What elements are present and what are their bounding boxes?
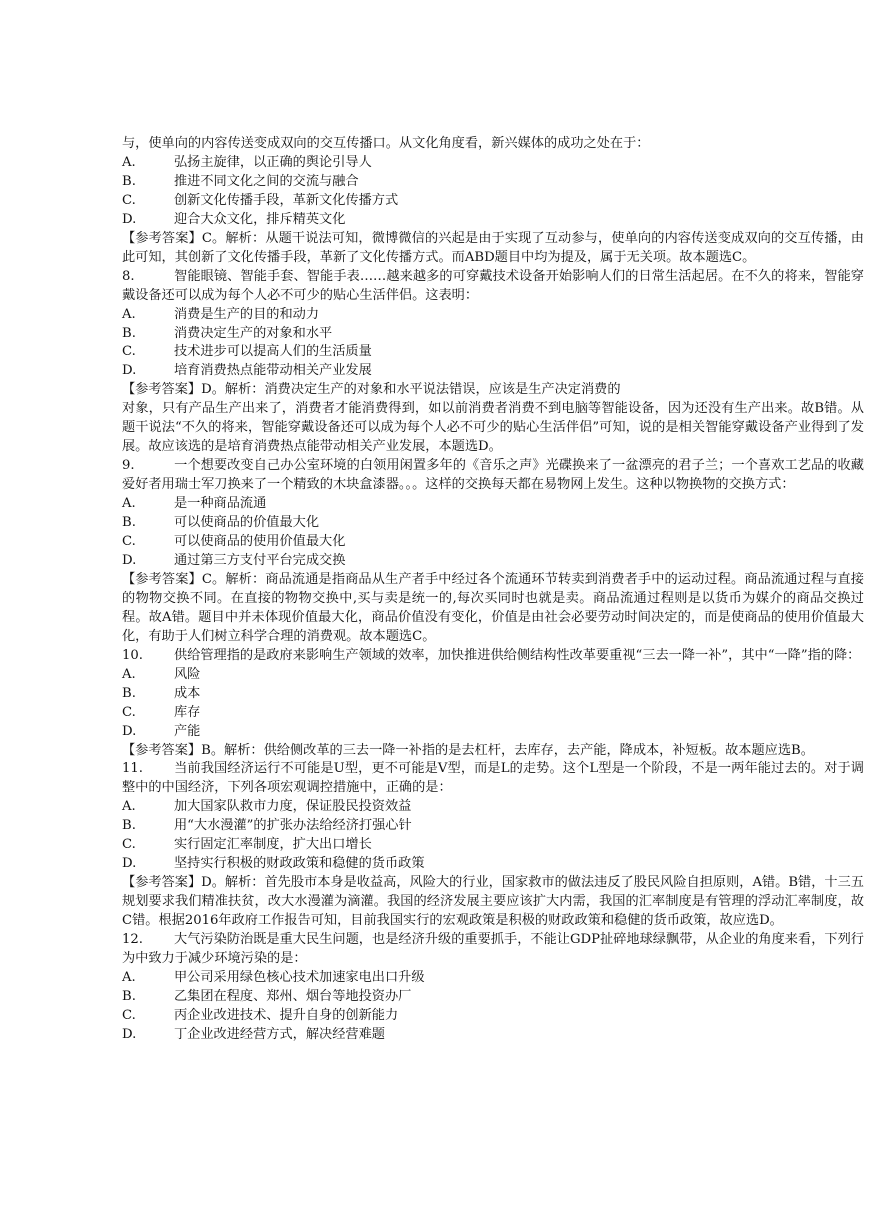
option-a <box>122 495 864 514</box>
option-text: 迎合大众文化，排斥精英文化 <box>174 211 346 227</box>
option-text: 推进不同文化之间的交流与融合 <box>174 173 359 189</box>
option-letter: D. <box>122 856 137 872</box>
question-8 <box>122 268 864 306</box>
option-letter: C. <box>122 344 136 360</box>
option-text: 坚持实行积极的财政政策和稳健的货币政策 <box>174 856 425 872</box>
option-letter: A. <box>122 969 136 985</box>
option-letter: A. <box>122 666 136 682</box>
option-text: 用“大水漫灌”的扩张办法给经济打强心针 <box>174 818 412 834</box>
answer-explanation: 【参考答案】B。解析：供给侧改革的三去一降一补指的是去杠杆，去库存，去产能，降成本，补短板。故本题应选B。 <box>122 742 814 758</box>
question-stem: 智能眼镜、智能手套、智能手表……越来越多的可穿戴技术设备开始影响人们的日常生活起居。在不久的将来，智能穿戴设备还可以成为每个人必不可少的贴心生活伴侣。这表明： <box>122 268 864 303</box>
option-letter: B. <box>122 173 136 189</box>
option-d <box>122 211 864 230</box>
option-b <box>122 988 864 1007</box>
option-letter: C. <box>122 534 136 550</box>
option-text: 丙企业改进技术、提升自身的创新能力 <box>174 1007 399 1023</box>
option-b <box>122 514 864 533</box>
option-letter: D. <box>122 723 137 739</box>
answer-explanation: 【参考答案】D。解析：首先股市本身是收益高，风险大的行业，国家救市的做法违反了股民风险自担原则，A错。B错，十三五规划要求我们精准扶贫，改大水漫灌为滴灌。我国的经济发展主要应该扩大内需，我国的汇率制度是有管理的浮动汇率制度，故C错。根据2016年政府工作报告可知，目前我国实行的宏观政策是积极的财政政策和稳健的货币政策，故应选D。 <box>122 875 864 929</box>
option-d <box>122 855 864 874</box>
option-d <box>122 552 864 571</box>
question-9 <box>122 457 864 495</box>
answer-explanation: 【参考答案】C。解析：从题干说法可知，微博微信的兴起是由于实现了互动参与，使单向的内容传送变成双向的交互传播，由此可知，其创新了文化传播手段，革新了文化传播方式。而ABD题目中均为提及，属于无关项。故本题选C。 <box>122 230 864 265</box>
option-letter: A. <box>122 799 136 815</box>
question-number: 8. <box>122 268 135 284</box>
option-letter: C. <box>122 1007 136 1023</box>
answer-explanation-first-line: 【参考答案】D。解析：消费决定生产的对象和水平说法错误，应该是生产决定消费的 <box>122 382 621 398</box>
option-a <box>122 154 864 173</box>
question-stem: 一个想要改变自己办公室环境的白领用闲置多年的《音乐之声》光碟换来了一盆漂亮的君子兰；一个喜欢工艺品的收藏爱好者用瑞士军刀换来了一个精致的木块盒漆器。。。这样的交换每天都在易物网上发生。这种以物换物的交换方式： <box>122 458 864 493</box>
question-12 <box>122 931 864 969</box>
option-text: 可以使商品的价值最大化 <box>174 515 320 531</box>
option-letter: D. <box>122 211 137 227</box>
option-letter: B. <box>122 988 136 1004</box>
option-text: 是一种商品流通 <box>174 496 267 512</box>
option-text: 成本 <box>174 685 201 701</box>
option-letter: A. <box>122 496 136 512</box>
option-text: 丁企业改进经营方式，解决经营难题 <box>174 1026 385 1042</box>
option-d <box>122 723 864 742</box>
option-b <box>122 173 864 192</box>
option-c <box>122 1007 864 1026</box>
option-letter: B. <box>122 325 136 341</box>
option-text: 可以使商品的使用价值最大化 <box>174 534 346 550</box>
option-letter: D. <box>122 552 137 568</box>
option-letter: A. <box>122 154 136 170</box>
option-text: 通过第三方支付平台完成交换 <box>174 552 346 568</box>
option-letter: C. <box>122 704 136 720</box>
option-letter: C. <box>122 837 136 853</box>
option-c <box>122 704 864 723</box>
question-stem-continued: 与，使单向的内容传送变成双向的交互传播口。从文化角度看，新兴媒体的成功之处在于： <box>122 136 650 151</box>
question-stem: 供给管理指的是政府来影响生产领域的效率，加快推进供给侧结构性改革要重视“三去一降一补”，其中“一降”指的降： <box>174 647 861 663</box>
option-a <box>122 306 864 325</box>
option-b <box>122 817 864 836</box>
option-letter: B. <box>122 515 136 531</box>
option-text: 弘扬主旋律，以正确的舆论引导人 <box>174 154 372 170</box>
option-text: 风险 <box>174 666 201 682</box>
option-text: 甲公司采用绿色核心技术加速家电出口升级 <box>174 969 425 985</box>
option-text: 消费是生产的目的和动力 <box>174 306 320 322</box>
option-text: 实行固定汇率制度，扩大出口增长 <box>174 837 372 853</box>
question-number: 10. <box>122 647 143 663</box>
option-letter: D. <box>122 363 137 379</box>
question-stem: 当前我国经济运行不可能是U型，更不可能是V型，而是L的走势。这个L型是一个阶段，不是一两年能过去的。对于调整中的中国经济，下列各项宏观调控措施中，正确的是： <box>122 761 864 796</box>
option-c <box>122 192 864 211</box>
option-d <box>122 362 864 381</box>
option-text: 技术进步可以提高人们的生活质量 <box>174 344 372 360</box>
option-text: 库存 <box>174 704 201 720</box>
question-number: 9. <box>122 458 135 474</box>
question-10 <box>122 647 864 666</box>
question-11 <box>122 760 864 798</box>
option-a <box>122 798 864 817</box>
option-a <box>122 969 864 988</box>
option-letter: B. <box>122 818 136 834</box>
question-number: 12. <box>122 932 143 948</box>
answer-explanation: 【参考答案】C。解析：商品流通是指商品从生产者手中经过各个流通环节转卖到消费者手中的运动过程。商品流通过程与直接的物物交换不同。在直接的物物交换中,买与卖是统一的,每次买同时也就是卖。商品流通过程则是以货币为媒介的商品交换过程。故A错。题目中并未体现价值最大化，商品价值没有变化，价值是由社会必要劳动时间决定的，而是使商品的使用价值最大化，有助于人们树立科学合理的消费观。故本题选C。 <box>122 571 864 644</box>
option-c <box>122 836 864 855</box>
answer-explanation: 对象，只有产品生产出来了，消费者才能消费得到，如以前消费者消费不到电脑等智能设备，因为还没有生产出来。故B错。从题干说法“不久的将来，智能穿戴设备还可以成为每个人必不可少的贴心生活伴侣”可知，说的是相关智能穿戴设备产业得到了发展。故应该选的是培育消费热点能带动相关产业发展，本题选D。 <box>122 401 864 455</box>
option-letter: D. <box>122 1026 137 1042</box>
option-letter: A. <box>122 306 136 322</box>
option-text: 创新文化传播手段，革新文化传播方式 <box>174 192 399 208</box>
option-a <box>122 666 864 685</box>
question-number: 11. <box>122 761 143 777</box>
option-d <box>122 1026 864 1045</box>
option-b <box>122 685 864 704</box>
option-text: 加大国家队救市力度，保证股民投资效益 <box>174 799 412 815</box>
option-text: 乙集团在程度、郑州、烟台等地投资办厂 <box>174 988 412 1004</box>
option-letter: C. <box>122 192 136 208</box>
question-stem: 大气污染防治既是重大民生问题，也是经济升级的重要抓手，不能让GDP扯碎地球绿飘带，从企业的角度来看，下列行为中致力于减少环境污染的是： <box>122 932 864 966</box>
option-text: 产能 <box>174 723 201 739</box>
option-text: 消费决定生产的对象和水平 <box>174 325 333 341</box>
option-b <box>122 325 864 344</box>
document-page <box>122 135 864 1045</box>
option-c <box>122 533 864 552</box>
option-c <box>122 343 864 362</box>
option-text: 培育消费热点能带动相关产业发展 <box>174 363 372 379</box>
option-letter: B. <box>122 685 136 701</box>
